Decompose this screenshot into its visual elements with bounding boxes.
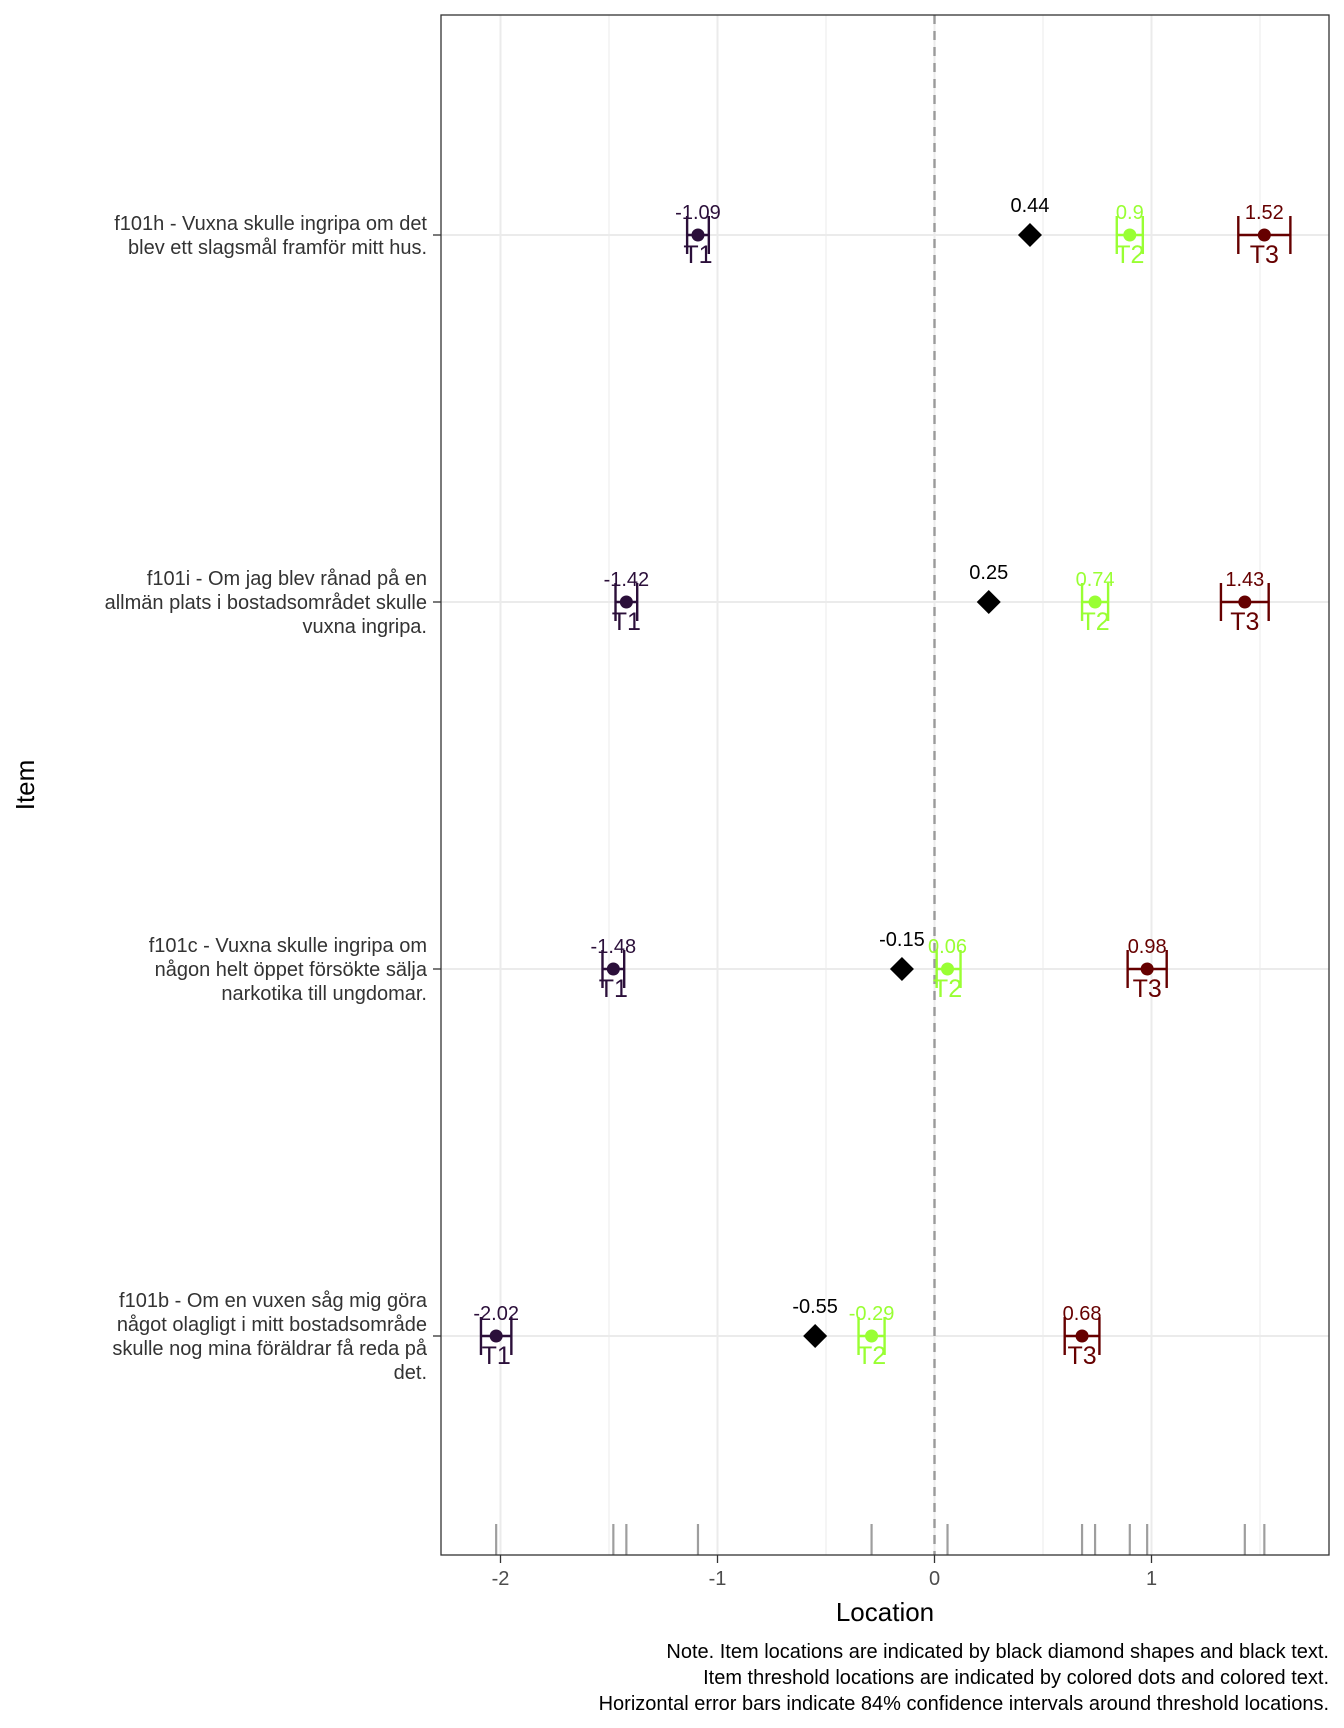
item-location-label: -0.55 [792, 1296, 838, 1318]
note-line-1: Note. Item locations are indicated by black diamond shapes and black text. [666, 1641, 1329, 1663]
x-tick-label: -2 [491, 1568, 510, 1590]
item-location-label: 0.44 [1010, 195, 1050, 217]
threshold-dot [691, 229, 704, 242]
y-tick-label-line: något olagligt i mitt bostadsområde [116, 1314, 427, 1336]
data-marks [473, 195, 1290, 1370]
y-tick-label [112, 1290, 427, 1384]
y-tick-label-line: f101c - Vuxna skulle ingripa om [148, 935, 427, 957]
y-tick-label-line: skulle nog mina föräldrar få reda på [112, 1338, 427, 1360]
y-tick-label [114, 213, 427, 259]
y-tick-label [105, 568, 427, 638]
threshold-value-label: 0.68 [1062, 1303, 1102, 1325]
threshold-name-label: T1 [598, 975, 628, 1003]
threshold-name-label: T3 [1230, 608, 1260, 636]
threshold-value-label: -0.29 [848, 1303, 895, 1325]
threshold-dot [1076, 1330, 1089, 1343]
caption-note [599, 1641, 1329, 1715]
y-tick-label-line: vuxna ingripa. [302, 616, 427, 638]
threshold-dot [607, 963, 620, 976]
item-location-diamond [890, 957, 914, 981]
y-tick-label-line: f101h - Vuxna skulle ingripa om det [114, 213, 427, 235]
item-location-label: 0.25 [969, 562, 1009, 584]
y-tick-label-line: blev ett slagsmål framför mitt hus. [128, 237, 427, 259]
threshold-value-label: 0.74 [1075, 569, 1115, 591]
threshold-value-label: 1.52 [1244, 202, 1284, 224]
x-tick-label: 0 [928, 1568, 941, 1590]
threshold-dot [1089, 596, 1102, 609]
item-location-label: -0.15 [879, 929, 925, 951]
threshold-value-label: -1.48 [590, 936, 637, 958]
x-tick-label: 1 [1145, 1568, 1158, 1590]
threshold-name-label: T2 [932, 975, 963, 1003]
y-tick-label-line: f101i - Om jag blev rånad på en [146, 568, 427, 590]
threshold-name-label: T3 [1249, 241, 1279, 269]
y-tick-label-line: allmän plats i bostadsområdet skulle [104, 592, 427, 614]
threshold-value-label: -1.09 [675, 202, 721, 224]
threshold-value-label: 0.06 [928, 936, 967, 958]
axes [105, 213, 1157, 1590]
threshold-name-label: T2 [1080, 608, 1110, 636]
threshold-value-label: 0.9 [1115, 202, 1144, 224]
threshold-dot [490, 1330, 503, 1343]
rug-marks [496, 1524, 1264, 1555]
item-location-diamond [803, 1324, 827, 1348]
threshold-value-label: 0.98 [1127, 936, 1167, 958]
threshold-name-label: T3 [1067, 1342, 1097, 1370]
threshold-dot [1238, 596, 1251, 609]
threshold-value-label: -2.02 [473, 1303, 519, 1325]
x-tick-label: -1 [708, 1568, 727, 1590]
threshold-value-label: -1.42 [603, 569, 650, 591]
y-tick-label-line: narkotika till ungdomar. [221, 983, 427, 1005]
threshold-name-label: T1 [611, 608, 641, 636]
x-axis-title: Location [835, 1597, 935, 1627]
note-line-3: Horizontal error bars indicate 84% confidence intervals around threshold locations. [598, 1693, 1329, 1715]
y-tick-label [149, 935, 428, 1005]
y-tick-label-line: någon helt öppet försökte sälja [154, 959, 427, 981]
threshold-name-label: T1 [683, 241, 713, 269]
y-tick-label-line: det. [393, 1362, 427, 1384]
threshold-dot [941, 963, 954, 976]
threshold-value-label: 1.43 [1225, 569, 1265, 591]
threshold-dot [1258, 229, 1271, 242]
item-location-diamond [977, 590, 1001, 614]
threshold-name-label: T2 [856, 1342, 887, 1370]
threshold-name-label: T2 [1115, 241, 1145, 269]
threshold-dot [865, 1330, 878, 1343]
threshold-dot [1141, 963, 1154, 976]
threshold-dot [620, 596, 633, 609]
threshold-dot [1123, 229, 1136, 242]
note-line-2: Item threshold locations are indicated by colored dots and colored text. [703, 1667, 1329, 1689]
threshold-name-label: T1 [481, 1342, 511, 1370]
threshold-name-label: T3 [1132, 975, 1162, 1003]
item-location-diamond [1018, 223, 1042, 247]
y-axis-title: Item [10, 759, 40, 811]
y-tick-label-line: f101b - Om en vuxen såg mig göra [119, 1290, 427, 1312]
